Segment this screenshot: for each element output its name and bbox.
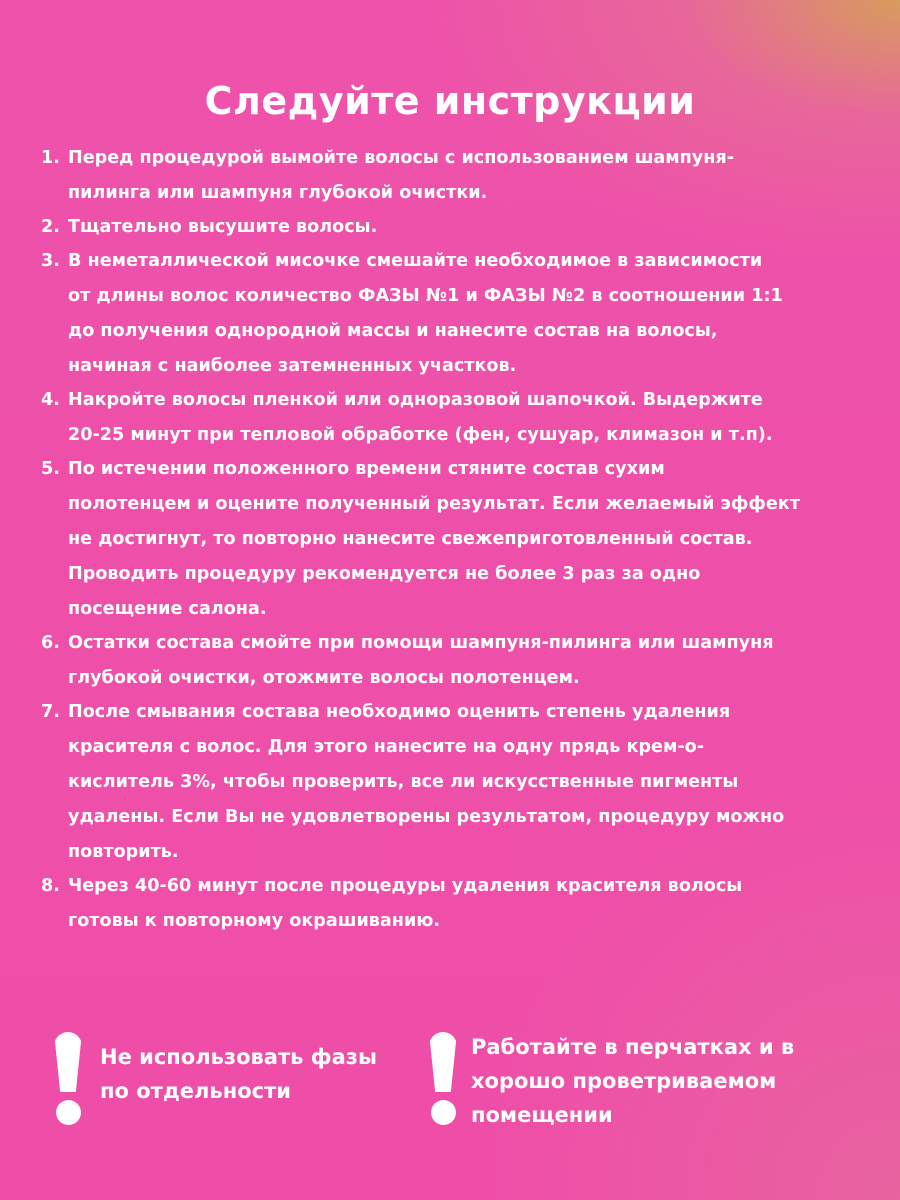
exclamation-icon bbox=[50, 1032, 86, 1132]
warning-text-line: хорошо проветриваемом bbox=[471, 1069, 777, 1093]
step-text-line: повторить. bbox=[68, 842, 179, 862]
instruction-step-7 bbox=[0, 695, 900, 870]
step-text-line: В неметаллической мисочке смешайте необходимое в зависимости bbox=[68, 251, 763, 271]
step-text-line: Перед процедурой вымойте волосы с использованием шампуня- bbox=[68, 148, 735, 168]
step-number: 3. bbox=[41, 251, 60, 271]
step-number: 7. bbox=[41, 702, 60, 722]
instruction-step-5 bbox=[0, 452, 900, 627]
step-text-line: Через 40-60 минут после процедуры удаления красителя волосы bbox=[68, 876, 743, 896]
instruction-step-2 bbox=[0, 210, 900, 245]
step-number: 4. bbox=[41, 390, 60, 410]
step-text-line: начиная с наиболее затемненных участков. bbox=[68, 356, 517, 376]
step-text-line: Проводить процедуру рекомендуется не более 3 раз за одно bbox=[68, 564, 701, 584]
page-title: Следуйте инструкции bbox=[204, 79, 696, 124]
step-text-line: Остатки состава смойте при помощи шампуня-пилинга или шампуня bbox=[68, 633, 774, 653]
step-text-line: готовы к повторному окрашиванию. bbox=[68, 911, 441, 931]
step-text-line: от длины волос количество ФАЗЫ №1 и ФАЗЫ №2 в соотношении 1:1 bbox=[68, 286, 783, 306]
step-text-line: По истечении положенного времени стяните состав сухим bbox=[68, 459, 665, 479]
step-text-line: глубокой очистки, отожмите волосы полотенцем. bbox=[68, 668, 580, 688]
step-text-line: кислитель 3%, чтобы проверить, все ли искусственные пигменты bbox=[68, 772, 739, 792]
step-text-line: удалены. Если Вы не удовлетворены результатом, процедуру можно bbox=[68, 807, 785, 827]
step-text-line: красителя с волос. Для этого нанесите на одну прядь крем-о- bbox=[68, 737, 705, 757]
step-text-line: После смывания состава необходимо оценить степень удаления bbox=[68, 702, 731, 722]
exclamation-icon bbox=[425, 1032, 461, 1132]
step-text-line: не достигнут, то повторно нанесите свежеприготовленный состав. bbox=[68, 529, 753, 549]
warning-text-line: Работайте в перчатках и в bbox=[471, 1035, 795, 1059]
instruction-step-3 bbox=[0, 244, 900, 384]
instruction-step-8 bbox=[0, 869, 900, 939]
step-text-line: пилинга или шампуня глубокой очистки. bbox=[68, 183, 488, 203]
warning-text bbox=[471, 1030, 794, 1132]
instruction-step-6 bbox=[0, 626, 900, 696]
warning-text-line: Не использовать фазы bbox=[100, 1045, 377, 1069]
step-text-line: посещение салона. bbox=[68, 599, 267, 619]
warning-text-line: помещении bbox=[471, 1103, 613, 1127]
step-text-line: Накройте волосы пленкой или одноразовой шапочкой. Выдержите bbox=[68, 390, 763, 410]
step-number: 6. bbox=[41, 633, 60, 653]
step-text-line: Тщательно высушите волосы. bbox=[68, 217, 378, 237]
warning-text bbox=[100, 1040, 377, 1108]
step-text-line: до получения однородной массы и нанесите состав на волосы, bbox=[68, 321, 718, 341]
step-number: 2. bbox=[41, 217, 60, 237]
instruction-step-1 bbox=[0, 141, 900, 211]
step-text-line: полотенцем и оцените полученный результат. Если желаемый эффект bbox=[68, 494, 800, 514]
warnings-section bbox=[0, 1028, 900, 1148]
step-text-line: 20-25 минут при тепловой обработке (фен, сушуар, климазон и т.п). bbox=[68, 425, 773, 445]
step-number: 5. bbox=[41, 459, 60, 479]
warning-text-line: по отдельности bbox=[100, 1079, 291, 1103]
step-number: 1. bbox=[41, 148, 60, 168]
instruction-list bbox=[0, 141, 900, 938]
instruction-step-4 bbox=[0, 383, 900, 453]
step-number: 8. bbox=[41, 876, 60, 896]
